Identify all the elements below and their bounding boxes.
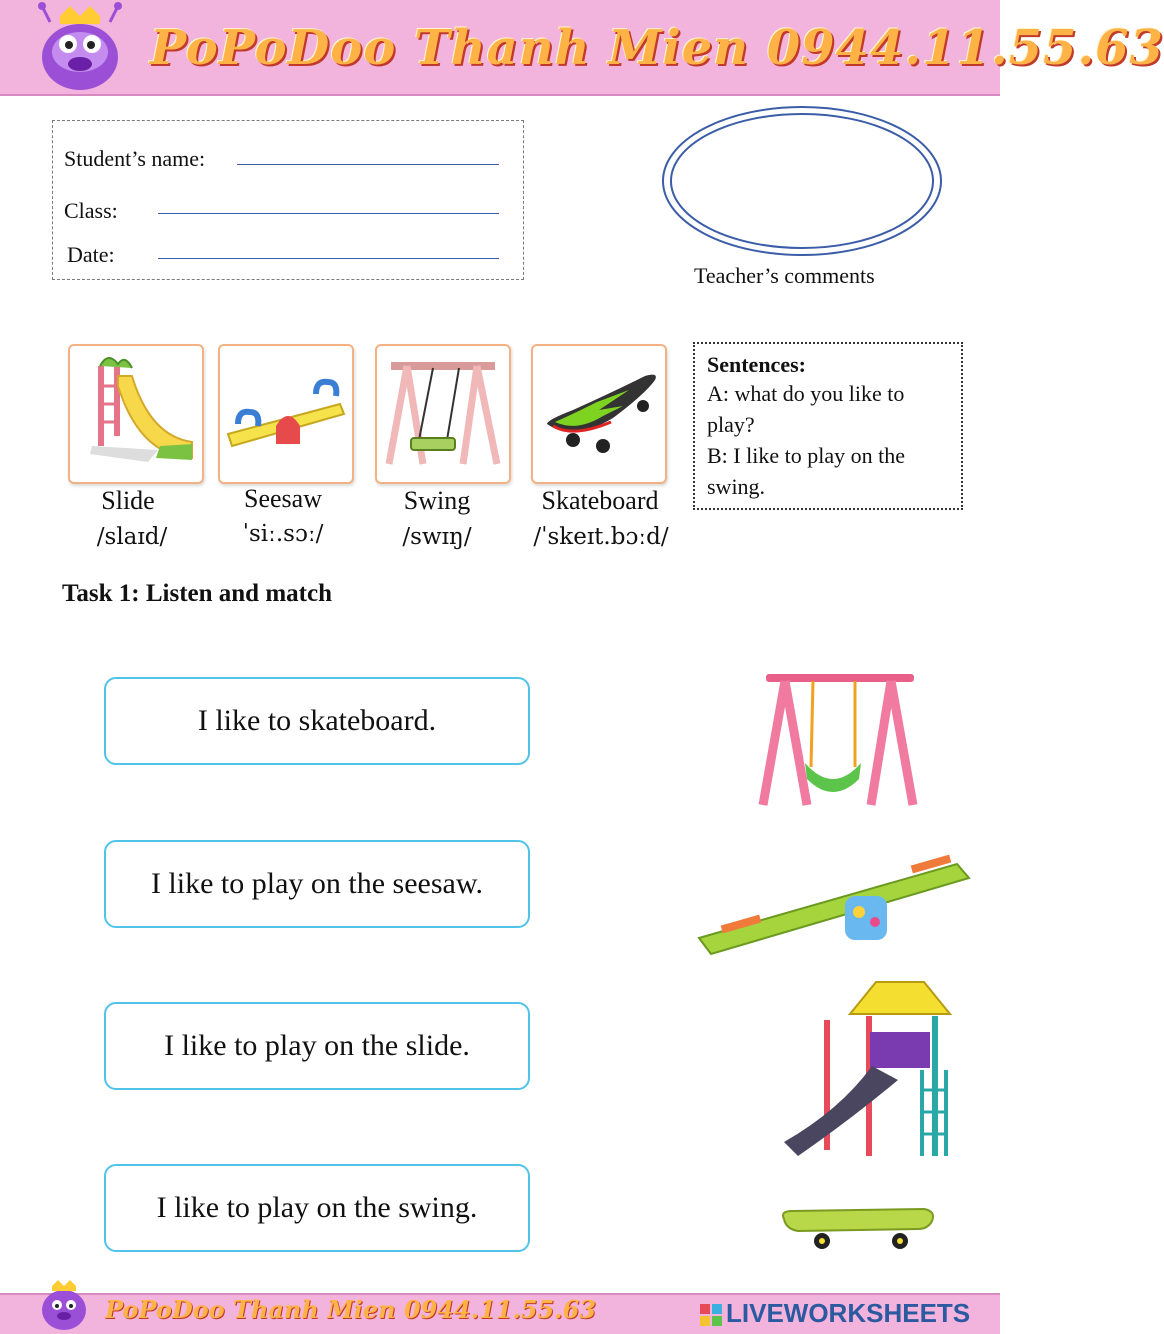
teacher-comments-label: Teacher’s comments xyxy=(694,263,875,288)
seesaw-icon xyxy=(220,346,352,482)
sentence-a-line2: play? xyxy=(707,412,755,437)
card-word-swing: Swing xyxy=(403,486,471,515)
card-swing xyxy=(375,344,511,484)
match-picture-seesaw[interactable] xyxy=(695,850,975,960)
class-label: Class: xyxy=(64,198,118,223)
sentence-a-line1: A: what do you like to xyxy=(707,381,905,406)
card-word-skateboard: Skateboard xyxy=(541,486,659,515)
match-item-slide[interactable]: I like to play on the slide. xyxy=(104,1002,530,1090)
card-skateboard xyxy=(531,344,667,484)
header-title: PoPoDoo Thanh Mien 0944.11.55.63 xyxy=(150,20,1164,76)
match-item-seesaw[interactable]: I like to play on the seesaw. xyxy=(104,840,530,928)
card-word-slide: Slide xyxy=(101,486,155,515)
match-item-swing[interactable]: I like to play on the swing. xyxy=(104,1164,530,1252)
sentences-box xyxy=(693,342,963,510)
footer-mascot-logo xyxy=(28,1278,100,1332)
liveworksheets-logo[interactable] xyxy=(700,1298,970,1329)
skateboard-icon xyxy=(533,346,665,482)
liveworksheets-text: LIVEWORKSHEETS xyxy=(726,1298,971,1328)
sentence-b-line2: swing. xyxy=(707,474,766,499)
card-ipa-seesaw: ˈsiː.sɔː/ xyxy=(242,521,324,547)
card-ipa-swing: /swɪŋ/ xyxy=(402,524,472,550)
date-label: Date: xyxy=(67,242,115,267)
task-title: Task 1: Listen and match xyxy=(62,580,332,607)
match-item-skateboard[interactable]: I like to skateboard. xyxy=(104,677,530,765)
card-slide xyxy=(68,344,204,484)
date-line[interactable] xyxy=(158,258,499,259)
student-name-line[interactable] xyxy=(237,164,499,165)
match-picture-slide[interactable] xyxy=(780,980,955,1165)
student-name-label: Student’s name: xyxy=(64,146,206,171)
class-line[interactable] xyxy=(158,213,499,214)
teacher-comment-oval xyxy=(660,105,950,260)
slide-icon xyxy=(70,346,202,482)
match-picture-skateboard[interactable] xyxy=(778,1205,938,1255)
mascot-logo xyxy=(20,2,140,94)
card-seesaw xyxy=(218,344,354,484)
swing-icon xyxy=(377,346,509,482)
sentence-b-line1: B: I like to play on the xyxy=(707,443,905,468)
card-ipa-skateboard: /ˈskeɪt.bɔːd/ xyxy=(533,524,669,550)
student-info-box xyxy=(52,120,524,280)
card-ipa-slide: /slaɪd/ xyxy=(96,524,168,550)
match-picture-swing[interactable] xyxy=(755,655,925,815)
footer-title: PoPoDoo Thanh Mien 0944.11.55.63 xyxy=(105,1295,596,1324)
card-word-seesaw: Seesaw xyxy=(244,484,322,513)
sentences-title: Sentences: xyxy=(707,352,806,377)
liveworksheets-badge-icon xyxy=(700,1304,722,1326)
